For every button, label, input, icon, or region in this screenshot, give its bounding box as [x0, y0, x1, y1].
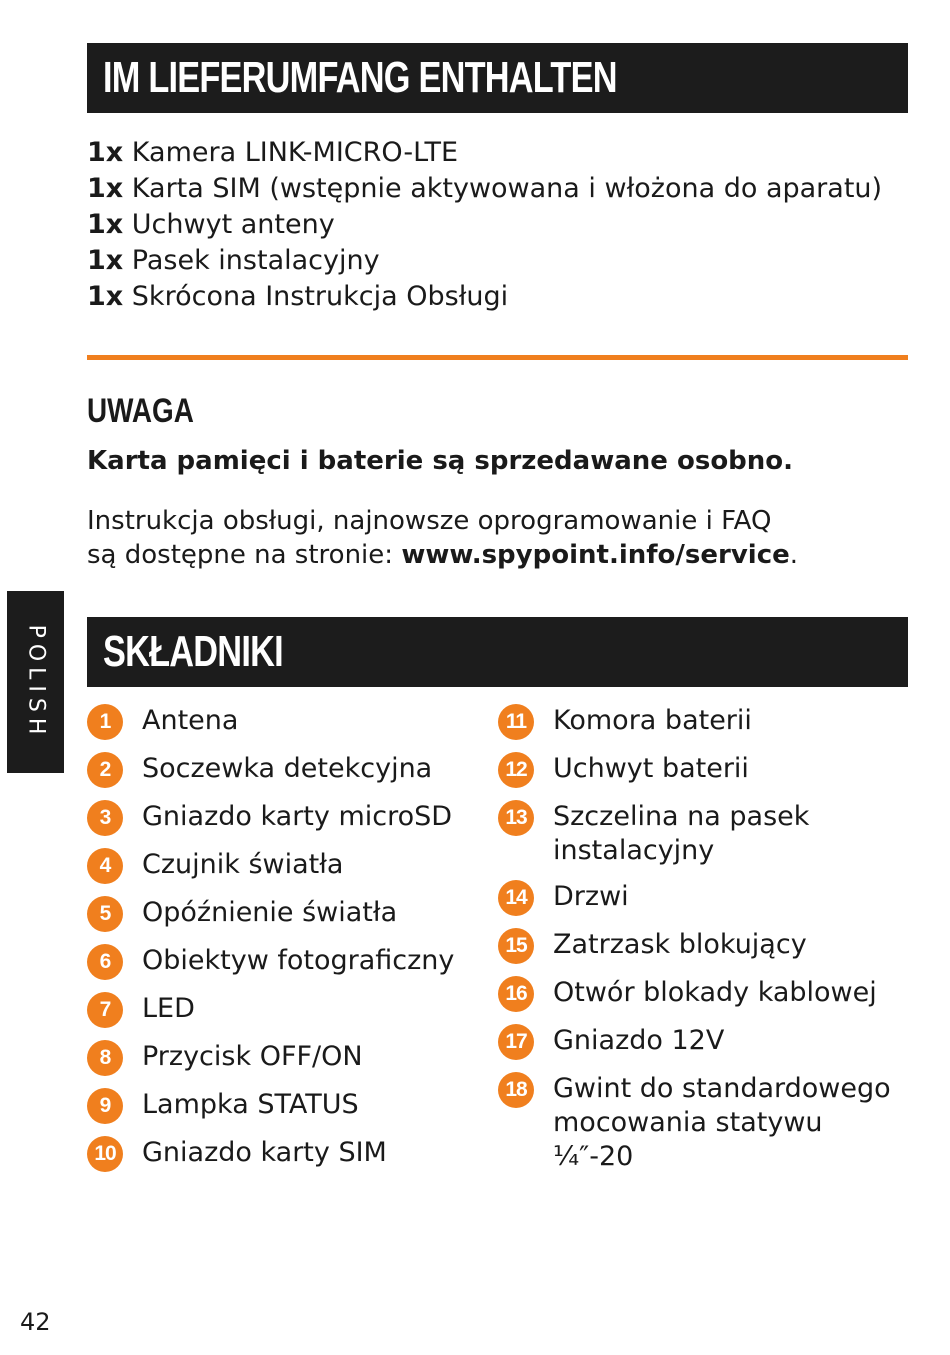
- number-badge: 8: [87, 1040, 123, 1076]
- language-label: POLISH: [23, 624, 48, 740]
- parts-list-left: [87, 704, 482, 1184]
- list-item: 8 Przycisk OFF/ON: [87, 1040, 482, 1076]
- list-item: 1x Uchwyt anteny: [87, 209, 335, 240]
- list-item: 14 Drzwi: [498, 880, 908, 916]
- number-badge: 15: [498, 928, 534, 964]
- number-badge: 14: [498, 880, 534, 916]
- note-text: Instrukcja obsługi, najnowsze oprogramowanie i FAQ są dostępne na stronie: www.spypoint.info/service.: [87, 506, 799, 570]
- included-title: IM LIEFERUMFANG ENTHALTEN: [103, 53, 617, 102]
- number-badge: 11: [498, 704, 534, 740]
- number-badge: 2: [87, 752, 123, 788]
- note-title: UWAGA: [87, 392, 194, 430]
- list-item: 18 Gwint do standardowego mocowania statywu ¼″-20: [498, 1072, 908, 1174]
- components-title: SKŁADNIKI: [103, 627, 283, 676]
- contents-list: [87, 135, 882, 315]
- number-badge: 5: [87, 896, 123, 932]
- list-item: 10 Gniazdo karty SIM: [87, 1136, 482, 1172]
- list-item: 3 Gniazdo karty microSD: [87, 800, 482, 836]
- list-item: 1 Antena: [87, 704, 482, 740]
- parts-list-right: [498, 704, 908, 1186]
- list-item: 1x Kamera LINK-MICRO-LTE: [87, 137, 459, 168]
- list-item: 12 Uchwyt baterii: [498, 752, 908, 788]
- list-item: 5 Opóźnienie światła: [87, 896, 482, 932]
- list-item: 1x Karta SIM (wstępnie aktywowana i włożona do aparatu): [87, 173, 883, 204]
- language-tab: [7, 591, 64, 773]
- number-badge: 16: [498, 976, 534, 1012]
- note-warning: Karta pamięci i baterie są sprzedawane osobno.: [87, 446, 794, 476]
- list-item: 1x Skrócona Instrukcja Obsługi: [87, 281, 509, 312]
- list-item: 11 Komora baterii: [498, 704, 908, 740]
- number-badge: 7: [87, 992, 123, 1028]
- orange-divider: [87, 355, 908, 360]
- list-item: 1x Pasek instalacyjny: [87, 245, 380, 276]
- number-badge: 13: [498, 800, 534, 836]
- number-badge: 6: [87, 944, 123, 980]
- list-item: 15 Zatrzask blokujący: [498, 928, 908, 964]
- list-item: 16 Otwór blokady kablowej: [498, 976, 908, 1012]
- components-header: [87, 617, 908, 687]
- list-item: 6 Obiektyw fotograficzny: [87, 944, 482, 980]
- list-item: 4 Czujnik światła: [87, 848, 482, 884]
- list-item: 17 Gniazdo 12V: [498, 1024, 908, 1060]
- list-item: 13 Szczelina na pasek instalacyjny: [498, 800, 908, 868]
- service-link[interactable]: www.spypoint.info/service: [401, 540, 790, 570]
- included-header: [87, 43, 908, 113]
- number-badge: 4: [87, 848, 123, 884]
- number-badge: 12: [498, 752, 534, 788]
- list-item: 7 LED: [87, 992, 482, 1028]
- number-badge: 17: [498, 1024, 534, 1060]
- list-item: 2 Soczewka detekcyjna: [87, 752, 482, 788]
- number-badge: 3: [87, 800, 123, 836]
- number-badge: 18: [498, 1072, 534, 1108]
- number-badge: 10: [87, 1136, 123, 1172]
- number-badge: 1: [87, 704, 123, 740]
- number-badge: 9: [87, 1088, 123, 1124]
- page-number: 42: [20, 1308, 51, 1336]
- list-item: 9 Lampka STATUS: [87, 1088, 482, 1124]
